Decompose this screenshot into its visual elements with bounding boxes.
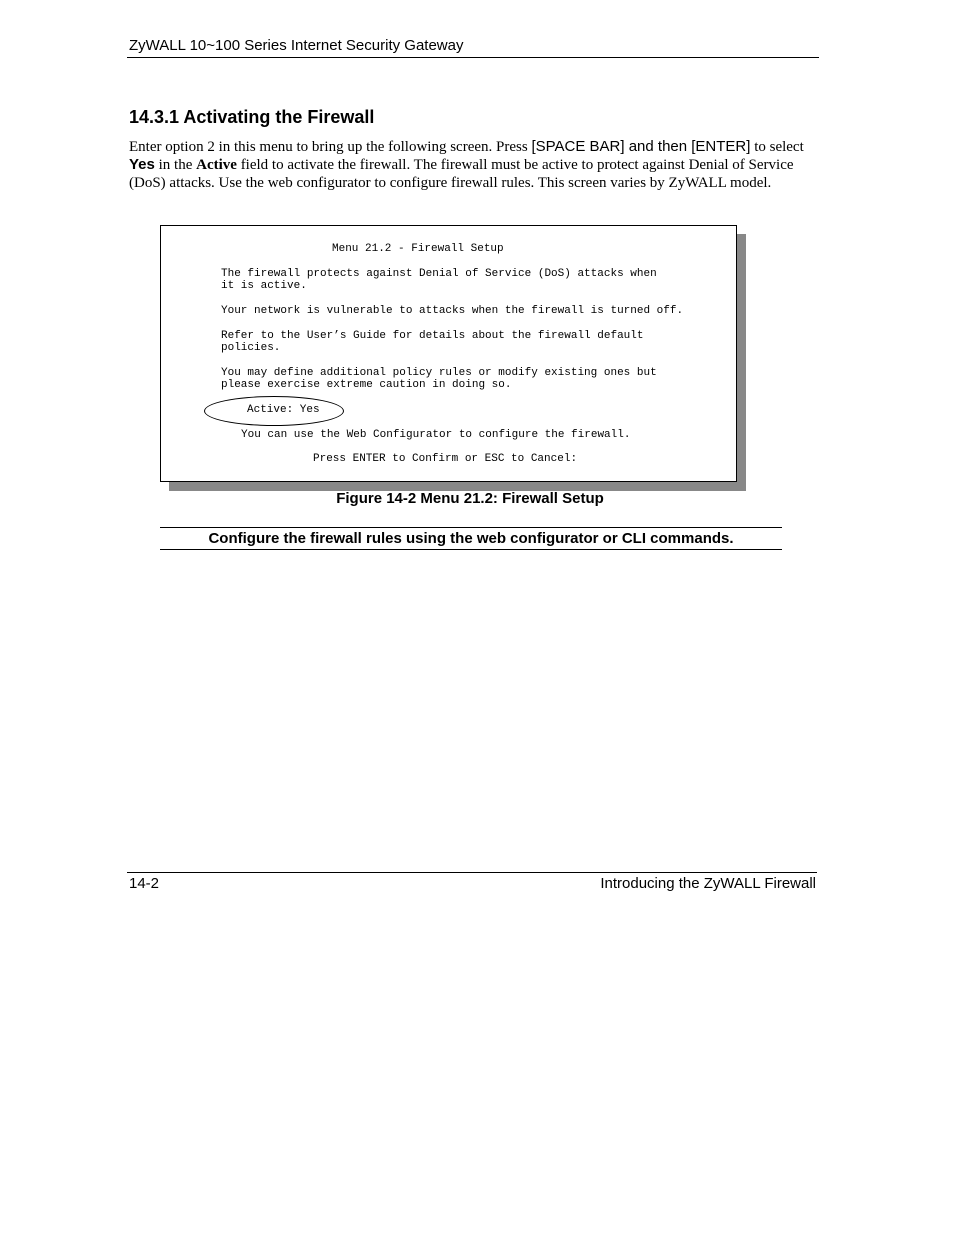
screen-prompt: Press ENTER to Confirm or ESC to Cancel:	[313, 453, 578, 465]
note-rule-bottom	[160, 549, 782, 550]
footer-chapter-title: Introducing the ZyWALL Firewall	[600, 875, 816, 892]
header-rule	[127, 57, 819, 58]
screen-title: Menu 21.2 - Firewall Setup	[332, 243, 504, 255]
intro-text-2: to select	[750, 139, 804, 155]
intro-keys: [SPACE BAR] and then [ENTER]	[531, 138, 751, 155]
intro-yes: Yes	[129, 156, 155, 173]
screen-line: please exercise extreme caution in doing so.	[221, 379, 512, 391]
intro-paragraph	[129, 138, 819, 192]
figure-caption: Figure 14-2 Menu 21.2: Firewall Setup	[336, 490, 604, 507]
active-field: Active: Yes	[247, 404, 320, 416]
screen-line: policies.	[221, 342, 281, 354]
intro-text-1: Enter option 2 in this menu to bring up the following screen. Press	[129, 139, 532, 155]
intro-active-field: Active	[196, 157, 237, 173]
screen-line: Refer to the User’s Guide for details about the firewall default	[221, 330, 644, 342]
note-rule-top	[160, 527, 782, 528]
intro-text-4: field to activate the firewall. The firewall must be active to protect against Denial of Service (DoS) attacks. Use the web configurator to configure firewall rules. This screen varies by ZyWALL model.	[129, 157, 794, 191]
intro-text-3: in the	[154, 157, 197, 173]
section-heading: 14.3.1 Activating the Firewall	[129, 107, 375, 127]
footer-page-number: 14-2	[129, 875, 160, 892]
footer-rule	[127, 872, 817, 873]
note-text: Configure the firewall rules using the web configurator or CLI commands.	[208, 530, 734, 547]
screen-line: Your network is vulnerable to attacks when the firewall is turned off.	[221, 305, 684, 317]
highlight-oval	[204, 396, 344, 426]
screen-line: You can use the Web Configurator to configure the firewall.	[241, 429, 631, 441]
screen-line: The firewall protects against Denial of Service (DoS) attacks when	[221, 268, 657, 280]
screen-line: it is active.	[221, 280, 307, 292]
running-header: ZyWALL 10~100 Series Internet Security Gateway	[129, 37, 464, 54]
screen-line: You may define additional policy rules or modify existing ones but	[221, 367, 657, 379]
